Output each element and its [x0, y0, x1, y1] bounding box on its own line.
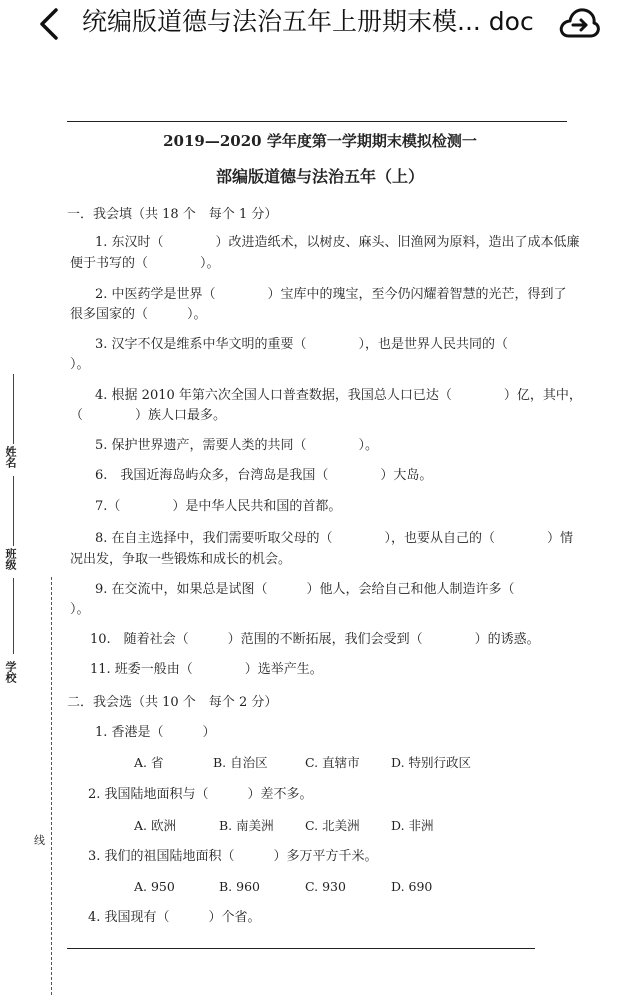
question-text: 5. 保护世界遗产，需要人类的共同（ ）。	[95, 438, 379, 453]
class-blank-line	[13, 476, 14, 546]
school-blank-line	[13, 578, 14, 654]
question-text: 4. 我国现有（ ）个省。	[88, 910, 261, 925]
bottom-divider	[67, 948, 535, 949]
section-title: 一．我会填（共 18 个 每个 1 分）	[67, 207, 278, 222]
question-text: 10. 随着社会（ ）范围的不断拓展，我们会受到（ ）的诱惑。	[90, 632, 540, 647]
question-text: 7.（ ）是中华人民共和国的首都。	[95, 499, 342, 514]
question-text: ）。	[70, 602, 90, 617]
choice-option: D. 690	[391, 879, 433, 894]
question-text: 3. 汉字不仅是维系中华文明的重要（ ），也是世界人民共同的（	[95, 337, 509, 352]
top-bar	[0, 0, 640, 64]
question-text: 2. 中医药学是世界（ ）宝库中的瑰宝，至今仍闪耀着智慧的光芒，得到了	[95, 287, 567, 302]
back-button[interactable]	[30, 4, 70, 44]
chevron-left-icon	[30, 4, 70, 44]
cloud-upload-icon	[558, 4, 600, 42]
section-title: 二．我会选（共 10 个 每个 2 分）	[67, 695, 278, 710]
question-text: 很多国家的（ ）。	[70, 307, 207, 322]
question-text: ）。	[70, 357, 90, 372]
choice-option: D. 特别行政区	[391, 755, 472, 770]
choice-option: A. 950	[134, 879, 175, 894]
top-divider	[67, 121, 567, 122]
question-text: 1. 香港是（ ）	[95, 725, 216, 740]
exam-title: 2019—2020 学年度第一学期期末模拟检测一	[163, 132, 477, 150]
document-title: 统编版道德与法治五年上册期末模... doc	[82, 7, 534, 36]
school-label: 学校	[4, 661, 17, 683]
choice-option: B. 南美洲	[219, 818, 274, 833]
question-text: 况出发，争取一些锻炼和成长的机会。	[70, 552, 292, 567]
question-text: （ ）族人口最多。	[70, 408, 227, 423]
exam-subtitle: 部编版道德与法治五年（上）	[215, 167, 424, 186]
question-text: 2. 我国陆地面积与（ ）差不多。	[88, 787, 313, 802]
upload-button[interactable]	[558, 4, 600, 42]
question-text: 8. 在自主选择中，我们需要听取父母的（ ），也要从自己的（ ）情	[95, 531, 574, 546]
choice-option: B. 960	[219, 879, 260, 894]
name-label: 姓名	[4, 446, 17, 468]
name-blank-line	[13, 374, 14, 444]
choice-option: A. 欧洲	[134, 818, 176, 833]
choice-option: B. 自治区	[213, 755, 268, 770]
choice-option: C. 直辖市	[305, 755, 360, 770]
question-text: 11. 班委一般由（ ）选举产生。	[90, 662, 323, 677]
choice-option: D. 非洲	[391, 818, 434, 833]
question-text: 便于书写的（ ）。	[70, 256, 220, 271]
question-text: 6. 我国近海岛屿众多，台湾岛是我国（ ）大岛。	[95, 468, 433, 483]
class-label: 班级	[4, 548, 17, 570]
question-text: 9. 在交流中，如果总是试图（ ）他人，会给自己和他人制造许多（	[95, 582, 515, 597]
choice-option: C. 北美洲	[305, 818, 360, 833]
choice-option: A. 省	[134, 755, 164, 770]
line-label: 线	[34, 834, 45, 847]
choice-option: C. 930	[305, 879, 346, 894]
document-page[interactable]	[0, 64, 640, 1000]
question-text: 4. 根据 2010 年第六次全国人口普查数据，我国总人口已达（ ）亿，其中，	[95, 388, 582, 403]
binding-dashed-line	[51, 577, 52, 995]
question-text: 3. 我们的祖国陆地面积（ ）多万平方千米。	[88, 849, 378, 864]
question-text: 1. 东汉时（ ）改进造纸术，以树皮、麻头、旧渔网为原料，造出了成本低廉	[95, 235, 580, 250]
